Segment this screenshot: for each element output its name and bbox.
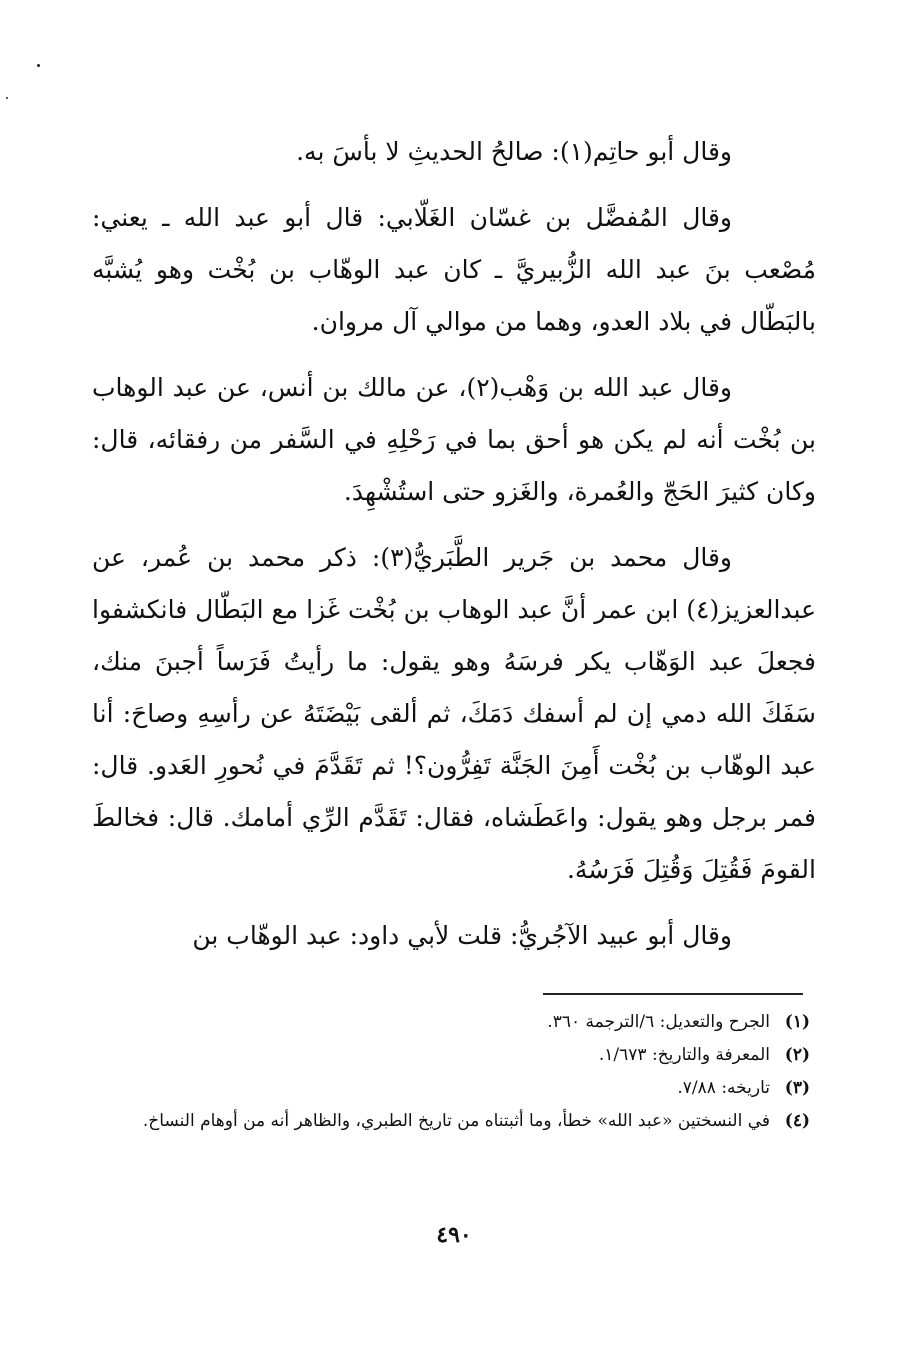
footnote-text: تاريخه: ٧/٨٨.	[677, 1078, 770, 1098]
scan-speck	[6, 97, 8, 99]
paragraph: وقال المُفضَّل بن غسّان الغَلّابي: قال أبو عبد الله ـ يعني: مُصْعب بنَ عبد الله الزُّبيريَّ ـ كان عبد الوهّاب بن بُخْت وهو يُشبَّه بالبَطّال في بلاد العدو، وهما من موالي آل مروان.	[92, 203, 816, 336]
paragraph: وقال محمد بن جَرير الطَّبَريُّ(٣): ذكر محمد بن عُمر، عن عبدالعزيز(٤) ابن عمر أنَّ عبد الوهاب بن بُخْت غَزا مع البَطّال فانكشفوا فجعلَ عبد الوَهّاب يكر فرسَهُ وهو يقول: ما رأيتُ فَرَساً أجبنَ منك، سَفَكَ الله دمي إن لم أسفك دَمَكَ، ثم ألقى بَيْضَتَهُ عن رأسِهِ وصاحَ: أنا عبد الوهّاب بن بُخْت أَمِنَ الجَنَّة تَفِرُّون؟! ثم تَقَدَّمَ في نُحورِ العَدو. قال: فمر برجل وهو يقول: واعَطَشاه، فقال: تَقَدَّم الرِّي أمامك. قال: فخالطَ القومَ فَقُتِلَ وَقُتِلَ فَرَسُهُ.	[92, 543, 816, 884]
footnote-number: (٣)	[784, 1078, 810, 1098]
footnote	[96, 1072, 810, 1105]
footnote-text: المعرفة والتاريخ: ١/٦٧٣.	[598, 1045, 770, 1065]
paragraph: وقال أبو عبيد الآجُريُّ: قلت لأبي داود: عبد الوهّاب بن	[192, 921, 732, 950]
footnote-number: (١)	[784, 1012, 810, 1032]
page-number: ٤٩٠	[436, 1222, 472, 1248]
footnote	[96, 1039, 810, 1072]
footnote-text: الجرح والتعديل: ٦/الترجمة ٣٦٠.	[547, 1012, 770, 1032]
paragraph: وقال أبو حاتِم(١): صالحُ الحديثِ لا بأسَ به.	[296, 137, 732, 166]
scan-speck	[37, 64, 40, 67]
footnote-text: في النسختين «عبد الله» خطأ، وما أثبتناه من تاريخ الطبري، والظاهر أنه من أوهام النساخ.	[142, 1111, 770, 1131]
footnote	[96, 1105, 810, 1138]
footnote-number: (٤)	[784, 1111, 810, 1131]
footnote-divider	[543, 993, 803, 995]
footnote-number: (٢)	[784, 1045, 810, 1065]
footnotes-list	[96, 1006, 810, 1138]
main-text	[92, 126, 816, 962]
footnote	[96, 1006, 810, 1039]
paragraph: وقال عبد الله بن وَهْب(٢)، عن مالك بن أنس، عن عبد الوهاب بن بُخْت أنه لم يكن هو أحق بما في رَحْلِهِ في السَّفر من رفقائه، قال: وكان كثيرَ الحَجّ والعُمرة، والغَزو حتى استُشْهِدَ.	[92, 373, 816, 506]
